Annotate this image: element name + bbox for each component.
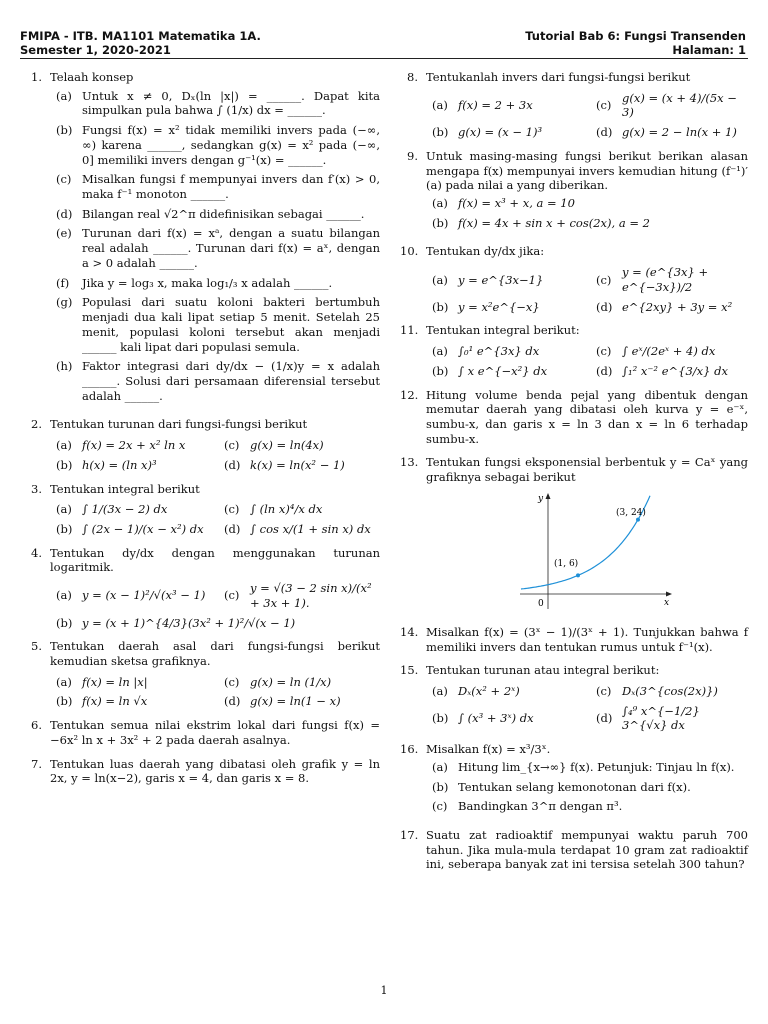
question-1f: (f) Jika y = log₃ x, maka log₁/₃ x adalah ______. bbox=[56, 275, 333, 290]
right-column bbox=[400, 70, 748, 881]
left-column bbox=[24, 70, 380, 795]
question-16: 16. Misalkan f(x) = x³/3ˣ. (a) Hitung lim_{x→∞} f(x). Petunjuk: Tinjau ln f(x). (b) Tentukan selang kemonotonan dari f(x). (c) Bandingkan 3^π dengan π³. bbox=[400, 742, 748, 819]
origin-label: 0 bbox=[538, 598, 544, 609]
y-axis-arrow bbox=[546, 493, 551, 499]
question-title: Tentukanlah invers dari fungsi-fungsi berikut bbox=[426, 70, 691, 84]
question-4: 4. Tentukan dy/dx dengan menggunakan turunan logaritmik. (a) y = (x − 1)²/√(x³ − 1) (c) y = √(3 − 2 sin x)/(x² + 3x + 1). (b) y = (x + 1)^{4/3}(3x² + 1)²/√(x − 1) bbox=[31, 545, 380, 630]
question-2: 2. Tentukan turunan dari fungsi-fungsi berikut (a) f(x) = 2x + x² ln x (c) g(x) = ln(4x) (b) h(x) = (ln x)³ (d) k(x) = ln(x² − 1) bbox=[24, 417, 380, 472]
question-1c: (c) Misalkan fungsi f mempunyai invers dan f′(x) > 0, maka f⁻¹ monoton ______. bbox=[56, 172, 380, 202]
question-title: Tentukan dy/dx jika: bbox=[426, 244, 545, 259]
x-axis-label: x bbox=[664, 597, 670, 608]
question-1b: (b) Fungsi f(x) = x² tidak memiliki invers pada (−∞, ∞) karena ______, sedangkan g(x) = x² pada (−∞, 0] memiliki invers dengan g⁻¹(x) = ______. bbox=[56, 123, 380, 167]
question-title: Untuk masing-masing fungsi berikut berikan alasan mengapa f(x) mempunyai invers kemudian hitung (f⁻¹)′(a) pada nilai a yang diberikan. bbox=[426, 148, 748, 193]
header-rule bbox=[20, 58, 748, 59]
x-axis-arrow bbox=[666, 591, 672, 596]
question-5: 5. Tentukan daerah asal dari fungsi-fungsi berikut kemudian sketsa grafiknya. (a) f(x) = ln |x| (c) g(x) = ln (1/x) (b) f(x) = ln √x (d) g(x) = ln(1 − x) bbox=[31, 639, 380, 709]
question-1h: (h) Faktor integrasi dari dy/dx − (1/x)y = x adalah ______. Solusi dari persamaan diferensial tersebut adalah ______. bbox=[56, 359, 380, 403]
question-1g: (g) Populasi dari suatu koloni bakteri bertumbuh menjadi dua kali lipat setiap 5 menit. Setelah 25 menit, populasi koloni tersebut akan menjadi ______ kali lipat dari populasi semula. bbox=[56, 295, 380, 354]
question-14: 14. Misalkan f(x) = (3ˣ − 1)/(3ˣ + 1). Tunjukkan bahwa f memiliki invers dan tentukan rumus untuk f⁻¹(x). bbox=[400, 624, 748, 654]
question-13: 13. Tentukan fungsi eksponensial berbentuk y = Caˣ yang grafiknya sebagai berikut y x 0 (1, 6) (3, 24) bbox=[400, 455, 748, 615]
question-11: 11. Tentukan integral berikut: (a) ∫₀¹ e^{3x} dx (c) ∫ eˣ/(2eˣ + 4) dx (b) ∫ x e^{−x²} dx (d) ∫₁² x⁻² e^{3/x} dx bbox=[400, 323, 748, 378]
question-title: Tentukan turunan dari fungsi-fungsi berikut bbox=[50, 417, 308, 432]
header-left-line2: Semester 1, 2020-2021 bbox=[20, 43, 171, 57]
question-title: Tentukan turunan atau integral berikut: bbox=[426, 663, 660, 678]
question-1d: (d) Bilangan real √2^π didefinisikan sebagai ______. bbox=[56, 206, 365, 221]
y-axis-label: y bbox=[538, 493, 544, 504]
question-1a: (a) Untuk x ≠ 0, Dₓ(ln |x|) = ______. Dapat kita simpulkan pula bahwa ∫ (1/x) dx = ______. bbox=[56, 88, 380, 118]
header-right-line1: Tutorial Bab 6: Fungsi Transenden bbox=[525, 29, 746, 43]
page-number: 1 bbox=[380, 984, 388, 997]
question-title: Tentukan dy/dx dengan menggunakan turunan logaritmik. bbox=[50, 545, 380, 575]
question-1e: (e) Turunan dari f(x) = xᵃ, dengan a suatu bilangan real adalah ______. Turunan dari f(x) = aˣ, dengan a > 0 adalah ______. bbox=[56, 226, 380, 270]
question-9: 9. Untuk masing-masing fungsi berikut berikan alasan mengapa f(x) mempunyai invers kemudian hitung (f⁻¹)′(a) pada nilai a yang diberikan. (a) f(x) = x³ + x, a = 10 (b) f(x) = 4x + sin x + cos(2x), a = 2 bbox=[407, 148, 748, 230]
question-title: Tentukan daerah asal dari fungsi-fungsi berikut kemudian sketsa grafiknya. bbox=[50, 639, 380, 668]
question-17: 17. Suatu zat radioaktif mempunyai waktu paruh 700 tahun. Jika mula-mula terdapat 10 gram zat radioaktif ini, seberapa banyak zat ini tersisa setelah 300 tahun? bbox=[400, 828, 748, 872]
question-3: 3. Tentukan integral berikut (a) ∫ 1/(3x − 2) dx (c) ∫ (ln x)⁴/x dx (b) ∫ (2x − 1)/(x − x²) dx (d) ∫ cos x/(1 + sin x) dx bbox=[24, 482, 380, 537]
question-10: 10. Tentukan dy/dx jika: (a) y = e^{3x−1} (c) y = (e^{3x} + e^{−3x})/2 (b) y = x²e^{−x} (d) e^{2xy} + 3y = x² bbox=[400, 244, 748, 314]
question-12: 12. Hitung volume benda pejal yang dibentuk dengan memutar daerah yang dibatasi oleh kurva y = e⁻ˣ, sumbu-x, dan garis x = ln 3 dan x = ln 6 terhadap sumbu-x. bbox=[400, 387, 748, 446]
question-number: 1. bbox=[31, 70, 42, 84]
question-8: 8. Tentukanlah invers dari fungsi-fungsi berikut (a) f(x) = 2 + 3x (c) g(x) = (x + 4)/(5x − 3) (b) g(x) = (x − 1)³ (d) g(x) = 2 − ln(x + 1) bbox=[400, 70, 748, 140]
question-1 bbox=[24, 70, 380, 408]
question-6: 6. Tentukan semua nilai ekstrim lokal dari fungsi f(x) = −6x² ln x + 3x² + 2 pada daerah asalnya. bbox=[31, 718, 380, 747]
point-1-6 bbox=[576, 573, 580, 577]
point-3-24-label: (3, 24) bbox=[616, 507, 646, 518]
question-title: Misalkan f(x) = x³/3ˣ. bbox=[426, 742, 551, 757]
question-title: Tentukan integral berikut bbox=[50, 481, 200, 496]
question-title: Tentukan integral berikut: bbox=[426, 323, 580, 338]
header-right-line2: Halaman: 1 bbox=[672, 43, 746, 57]
header-left-line1: FMIPA - ITB. MA1101 Matematika 1A. bbox=[20, 29, 261, 43]
exponential-graph bbox=[516, 491, 686, 616]
point-1-6-label: (1, 6) bbox=[554, 558, 579, 569]
point-3-24 bbox=[636, 517, 640, 521]
question-title: Telaah konsep bbox=[50, 70, 134, 84]
question-7: 7. Tentukan luas daerah yang dibatasi oleh grafik y = ln 2x, y = ln(x−2), garis x = 4, dan garis x = 8. bbox=[31, 756, 380, 786]
question-15: 15. Tentukan turunan atau integral berikut: (a) Dₓ(x² + 2ˣ) (c) Dₓ(3^{cos(2x)}) (b) ∫ (x³ + 3ˣ) dx (d) ∫₄⁹ x^{−1/2} 3^{√x} dx bbox=[400, 663, 748, 733]
